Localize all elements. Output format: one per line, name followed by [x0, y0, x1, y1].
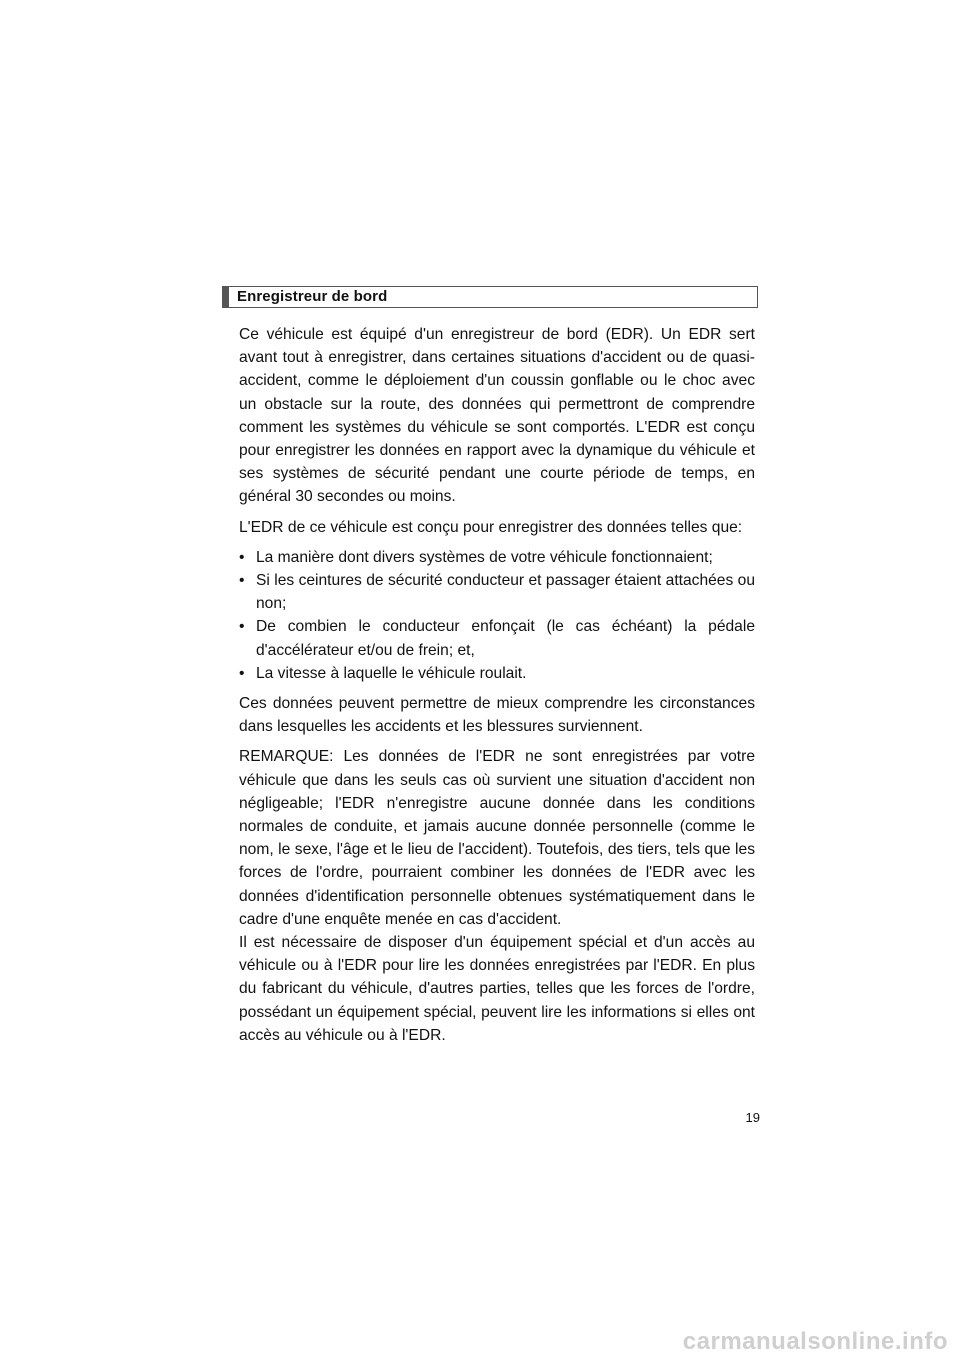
list-item — [239, 569, 755, 615]
section-title: Enregistreur de bord — [237, 288, 388, 305]
bullet-icon: • — [239, 618, 245, 636]
paragraph-remark: REMARQUE: Les données de l'EDR ne sont enregistrées par votre véhicule que dans les seuls cas où survient une situation d'accident non négligeable; l'EDR n'enregistre aucune donnée dans les conditions normales de conduite, et jamais aucune donnée personnelle (comme le nom, le sexe, l'âge et le lieu de l'accident). Toutefois, des tiers, tels que les forces de l'ordre, pourraient combiner les données de l'EDR avec les données d'identification personnelle obtenues systématiquement dans le cadre d'une enquête menée en cas d'accident. — [239, 748, 755, 928]
list-item-text: La manière dont divers systèmes de votre véhicule fonctionnaient; — [256, 548, 713, 566]
section-header — [222, 286, 758, 308]
list-item-text: La vitesse à laquelle le véhicule roulait. — [256, 664, 527, 682]
page-number: 19 — [745, 1110, 760, 1125]
watermark: carmanualsonline.info — [682, 1328, 948, 1355]
bullet-list — [239, 546, 755, 685]
list-item — [239, 546, 755, 569]
paragraph-access: Il est nécessaire de disposer d'un équipement spécial et d'un accès au véhicule ou à l'EDR pour lire les données enregistrées par l'EDR. En plus du fabricant du véhicule, d'autres parties, telles que les forces de l'ordre, possédant un équipement spécial, peuvent lire les informations si elles ont accès au véhicule ou à l'EDR. — [239, 934, 755, 1044]
bullet-icon: • — [239, 572, 245, 590]
paragraph-data-list-intro: L'EDR de ce véhicule est conçu pour enregistrer des données telles que: — [239, 518, 743, 536]
bullet-icon: • — [239, 664, 245, 682]
list-item — [239, 662, 755, 685]
list-item-text: Si les ceintures de sécurité conducteur et passager étaient attachées ou non; — [256, 572, 755, 613]
bullet-icon: • — [239, 548, 245, 566]
list-item — [239, 615, 755, 661]
body-text — [239, 323, 755, 1047]
paragraph-purpose: Ces données peuvent permettre de mieux comprendre les circonstances dans lesquelles les accidents et les blessures surviennent. — [239, 695, 755, 736]
paragraph-intro: Ce véhicule est équipé d'un enregistreur de bord (EDR). Un EDR sert avant tout à enregistrer, dans certaines situations d'accident ou de quasi-accident, comme le déploiement d'un coussin gonflable ou le choc avec un obstacle sur la route, des données qui permettront de comprendre comment les systèmes du véhicule se sont comportés. L'EDR est conçu pour enregistrer les données en rapport avec la dynamique du véhicule et ses systèmes de sécurité pendant une courte période de temps, en général 30 secondes ou moins. — [239, 326, 755, 506]
list-item-text: De combien le conducteur enfonçait (le cas échéant) la pédale d'accélérateur et/ou de frein; et, — [256, 618, 755, 659]
